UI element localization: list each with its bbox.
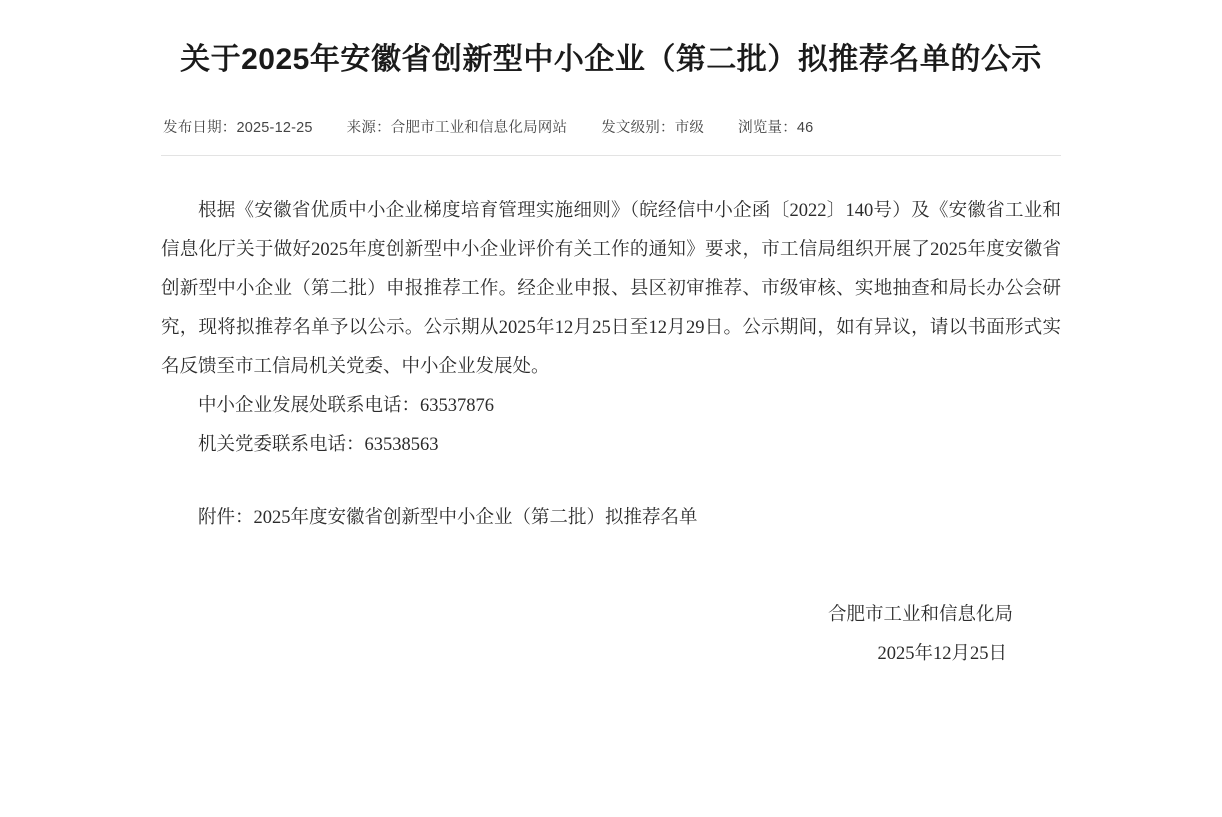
attachment-line: 附件：2025年度安徽省创新型中小企业（第二批）拟推荐名单 xyxy=(198,508,698,528)
meta-source xyxy=(347,116,568,137)
meta-publish-date-label: 发布日期： xyxy=(163,120,237,136)
signature-organization: 合肥市工业和信息化局 xyxy=(827,605,1013,625)
article-meta xyxy=(161,116,1061,137)
article-body xyxy=(161,192,1061,538)
meta-source-label: 来源： xyxy=(346,120,391,136)
meta-publish-date xyxy=(163,116,313,137)
header-divider xyxy=(161,155,1061,156)
page-title: 关于2025年安徽省创新型中小企业（第二批）拟推荐名单的公示 xyxy=(180,43,1042,76)
article-container xyxy=(161,0,1061,674)
meta-views-label: 浏览量： xyxy=(738,120,797,136)
meta-views xyxy=(738,116,813,137)
meta-level-value: 市级 xyxy=(674,120,705,136)
contact-phone-party-committee: 机关党委联系电话：63538563 xyxy=(198,435,439,455)
meta-source-value: 合肥市工业和信息化局网站 xyxy=(390,120,568,136)
meta-level xyxy=(601,116,704,137)
body-paragraph-main: 根据《安徽省优质中小企业梯度培育管理实施细则》（皖经信中小企函〔2022〕140号）及《安徽省工业和信息化厅关于做好2025年度创新型中小企业评价有关工作的通知》要求，市工信局组织开展了2025年度安徽省创新型中小企业（第二批）申报推荐工作。经企业申报、县区初审推荐、市级审核、实地抽查和局长办公会研究，现将拟推荐名单予以公示。公示期从2025年12月25日至12月29日。公示期间，如有异议，请以书面形式实名反馈至市工信局机关党委、中小企业发展处。 xyxy=(161,201,1061,377)
meta-level-label: 发文级别： xyxy=(601,120,675,136)
meta-publish-date-value: 2025-12-25 xyxy=(236,120,313,136)
meta-views-value: 46 xyxy=(796,120,814,136)
signature-block xyxy=(161,596,1061,674)
signature-date: 2025年12月25日 xyxy=(877,644,1007,664)
contact-phone-sme-office: 中小企业发展处联系电话：63537876 xyxy=(198,396,495,416)
